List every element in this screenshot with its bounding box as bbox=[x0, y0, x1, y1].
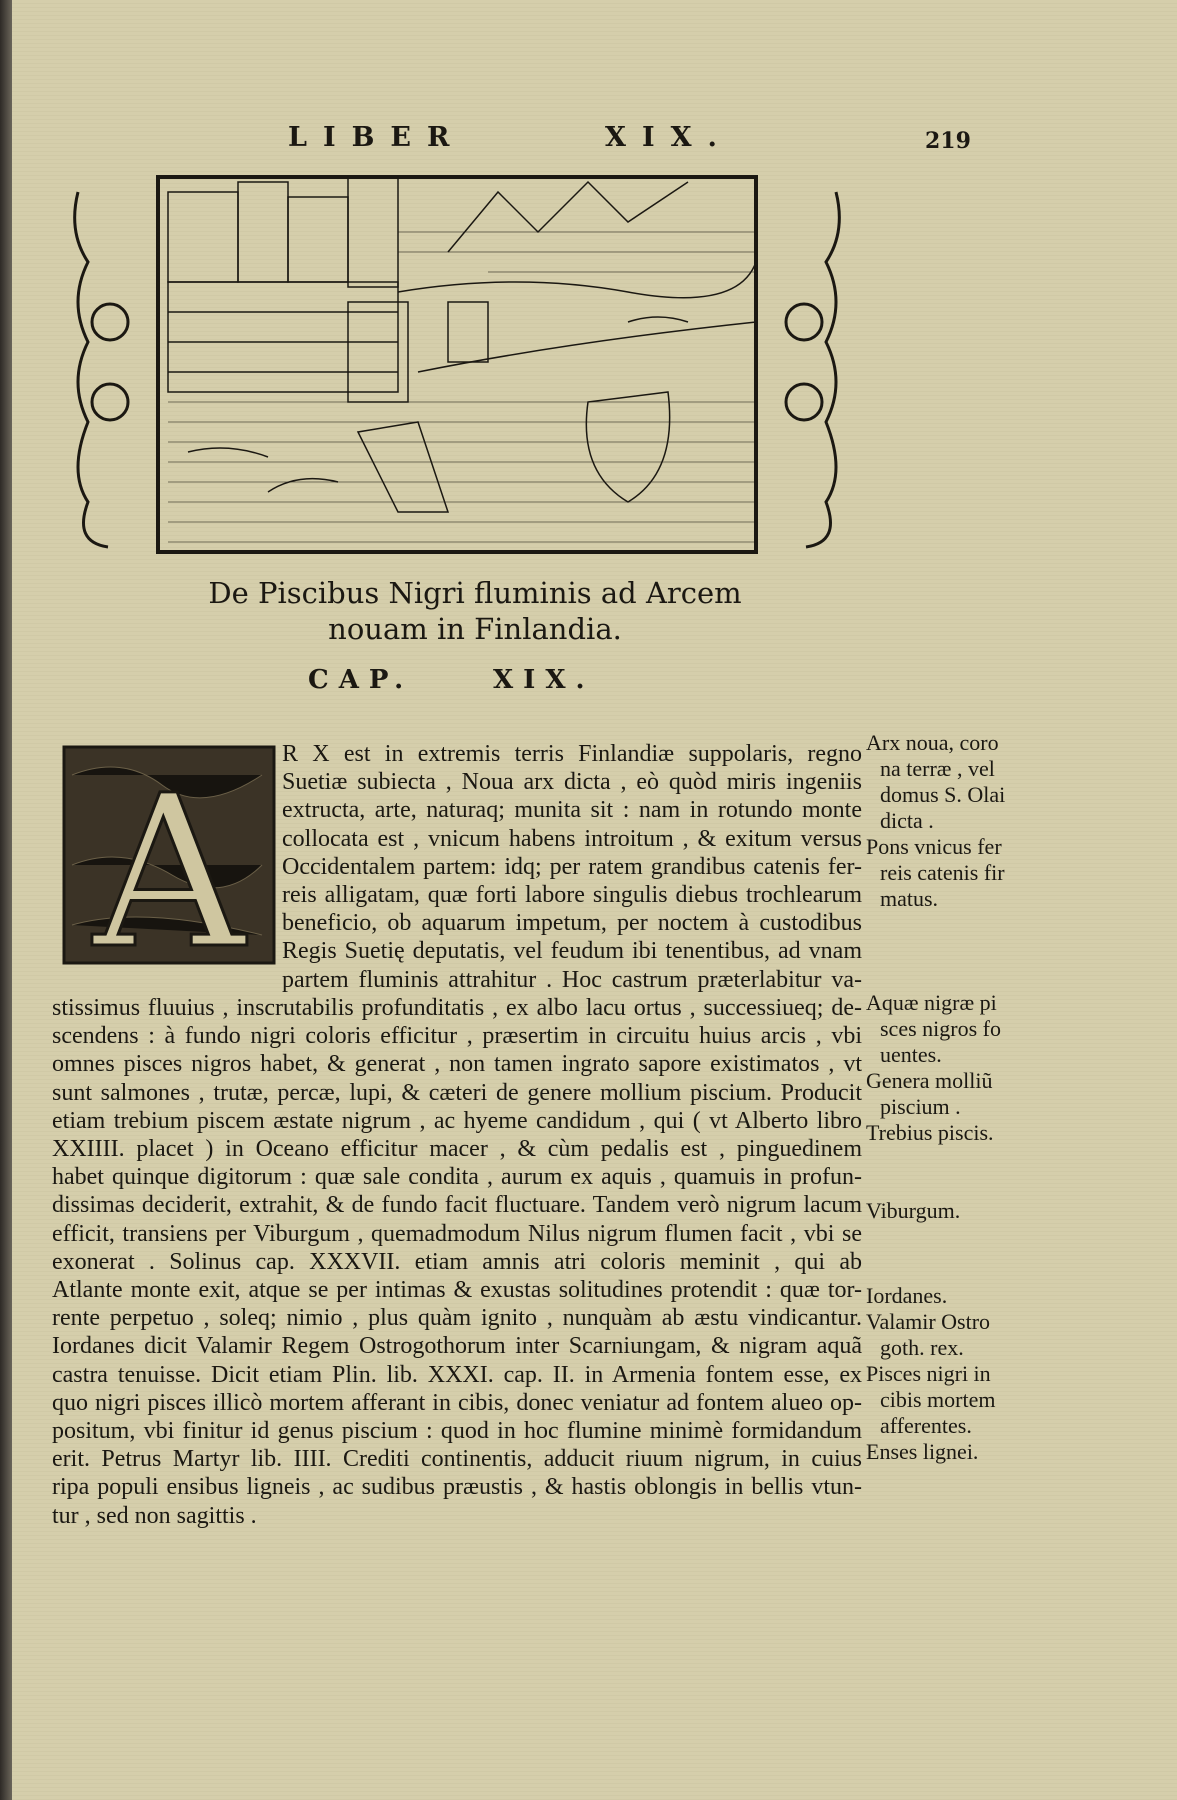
text-line: exonerat . Solinus cap. XXXVII. etiam amnis atri coloris meminit , qui ab bbox=[52, 1248, 862, 1275]
text-line: quo nigri pisces illicò mortem afferant in cibis, donec veniatur ad fontem alueo op- bbox=[52, 1389, 862, 1416]
note-line: uentes. bbox=[880, 1042, 942, 1067]
chapter-number: XIX. bbox=[493, 665, 595, 695]
text-line: positum, vbi finitur id genus piscium : quod in hoc flumine minimè formidandum bbox=[52, 1418, 862, 1445]
decorated-initial bbox=[62, 745, 276, 965]
text-line: XXIIII. placet ) in Oceano efficitur macer , & cùm pedalis est , pinguedinem bbox=[52, 1136, 862, 1163]
note-line: cibis mortem bbox=[880, 1387, 996, 1412]
note-line: Valamir Ostro bbox=[866, 1309, 991, 1334]
running-title-left: LIBER bbox=[288, 122, 466, 153]
text-line: castra tenuisse. Dicit etiam Plin. lib. XXXI. cap. II. in Armenia fontem esse, ex bbox=[52, 1361, 862, 1388]
body-text-indented bbox=[282, 740, 862, 994]
text-line: R X est in extremis terris Finlandiæ suppolaris, regno bbox=[282, 741, 862, 767]
text-line: etiam trebium piscem æstate nigrum , ac hyeme candidum , qui ( vt Alberto libro bbox=[52, 1107, 862, 1134]
book-gutter-edge bbox=[0, 0, 12, 1800]
note-line: Genera molliũ bbox=[866, 1068, 993, 1093]
note-line: Trebius piscis. bbox=[866, 1120, 994, 1145]
note-line: Pons vnicus fer bbox=[866, 834, 1002, 859]
note-line: Arx noua, coro bbox=[866, 730, 999, 755]
text-line: Occidentalem partem: idq; per ratem grandibus catenis fer- bbox=[282, 853, 862, 880]
text-line: Iordanes dicit Valamir Regem Ostrogothorum inter Scarniungam, & nigram aquã bbox=[52, 1333, 862, 1360]
margin-note bbox=[866, 990, 1001, 1146]
woodcut-illustration bbox=[68, 172, 846, 557]
text-line: dissimas deciderit, extrahit, & de fundo facit fluctuare. Tandem verò nigrum lacum bbox=[52, 1192, 862, 1219]
text-line: habet quinque digitorum : quæ sale condita , aurum ex aquis , quamuis in profun- bbox=[52, 1164, 862, 1191]
text-line: beneficio, ob aquarum impetum, per noctem à custodibus bbox=[282, 910, 862, 937]
text-line: omnes pisces nigros habet, & generat , non tamen ingrato sapore existimatos , vt bbox=[52, 1051, 862, 1078]
note-line: matus. bbox=[880, 886, 939, 911]
running-title-right: XIX. bbox=[605, 122, 733, 153]
note-line: Viburgum. bbox=[866, 1198, 961, 1223]
margin-note bbox=[866, 1198, 960, 1224]
text-line: Regis Suetię deputatis, vel feudum ibi tenentibus, ad vnam bbox=[282, 938, 862, 965]
note-line: Aquæ nigræ pi bbox=[866, 990, 997, 1015]
note-line: Iordanes. bbox=[866, 1283, 948, 1308]
note-line: Pisces nigri in bbox=[866, 1361, 991, 1386]
text-line: partem fluminis attrahitur . Hoc castrum præterlabitur va- bbox=[282, 966, 862, 993]
note-line: goth. rex. bbox=[880, 1335, 964, 1360]
chapter-label: CAP. bbox=[308, 665, 414, 695]
chapter-title-line-2: nouam in Finlandia. bbox=[328, 612, 622, 646]
margin-note bbox=[866, 730, 1005, 912]
text-line: erit. Petrus Martyr lib. IIII. Crediti continentis, adducit riuum nigrum, in cuius bbox=[52, 1446, 862, 1473]
note-line: dicta . bbox=[880, 808, 934, 833]
text-line: rente perpetuo , soleq; nimio , plus quàm ignito , nunquàm ab æstu vindicantur. bbox=[52, 1305, 862, 1332]
note-line: Enses lignei. bbox=[866, 1439, 979, 1464]
page-number: 219 bbox=[925, 128, 971, 154]
chapter-title-line-1: De Piscibus Nigri fluminis ad Arcem bbox=[208, 576, 742, 610]
note-line: na terræ , vel bbox=[880, 756, 995, 781]
text-line: extructa, arte, naturaq; munita sit : nam in rotundo monte bbox=[282, 797, 862, 824]
note-line: sces nigros fo bbox=[880, 1016, 1001, 1041]
svg-text:A: A bbox=[93, 750, 245, 965]
note-line: domus S. Olai bbox=[880, 782, 1006, 807]
text-line: Suetiæ subiecta , Noua arx dicta , eò quòd miris ingeniis bbox=[282, 769, 862, 796]
text-line-last: tur , sed non sagittis . bbox=[52, 1502, 257, 1529]
text-line: Atlante monte exit, atque se per intimas & exustas solitudines protendit : quæ tor- bbox=[52, 1277, 862, 1304]
text-line: collocata est , vnicum habens introitum , & exitum versus bbox=[282, 825, 862, 852]
note-line: piscium . bbox=[880, 1094, 961, 1119]
note-line: reis catenis fir bbox=[880, 860, 1005, 885]
note-line: afferentes. bbox=[880, 1413, 972, 1438]
text-line: ripa populi ensibus ligneis , ac sudibus præustis , & hastis oblongis in bellis vtun- bbox=[52, 1474, 862, 1501]
text-line: reis alligatam, quæ forti labore singulis diebus trochlearum bbox=[282, 882, 862, 909]
margin-note bbox=[866, 1283, 995, 1465]
body-text-full bbox=[52, 994, 862, 1530]
text-line: sunt salmones , trutæ, percæ, lupi, & cæteri de genere mollium piscium. Producit bbox=[52, 1079, 862, 1106]
text-line: scendens : à fundo nigri coloris efficitur , præsertim in circuitu huius arcis , vbi bbox=[52, 1023, 862, 1050]
text-line: efficit, transiens per Viburgum , quemadmodum Nilus nigrum flumen facit , vbi se bbox=[52, 1220, 862, 1247]
text-line: stissimus fluuius , inscrutabilis profunditatis , ex albo lacu ortus , successiueq; de- bbox=[52, 995, 862, 1021]
